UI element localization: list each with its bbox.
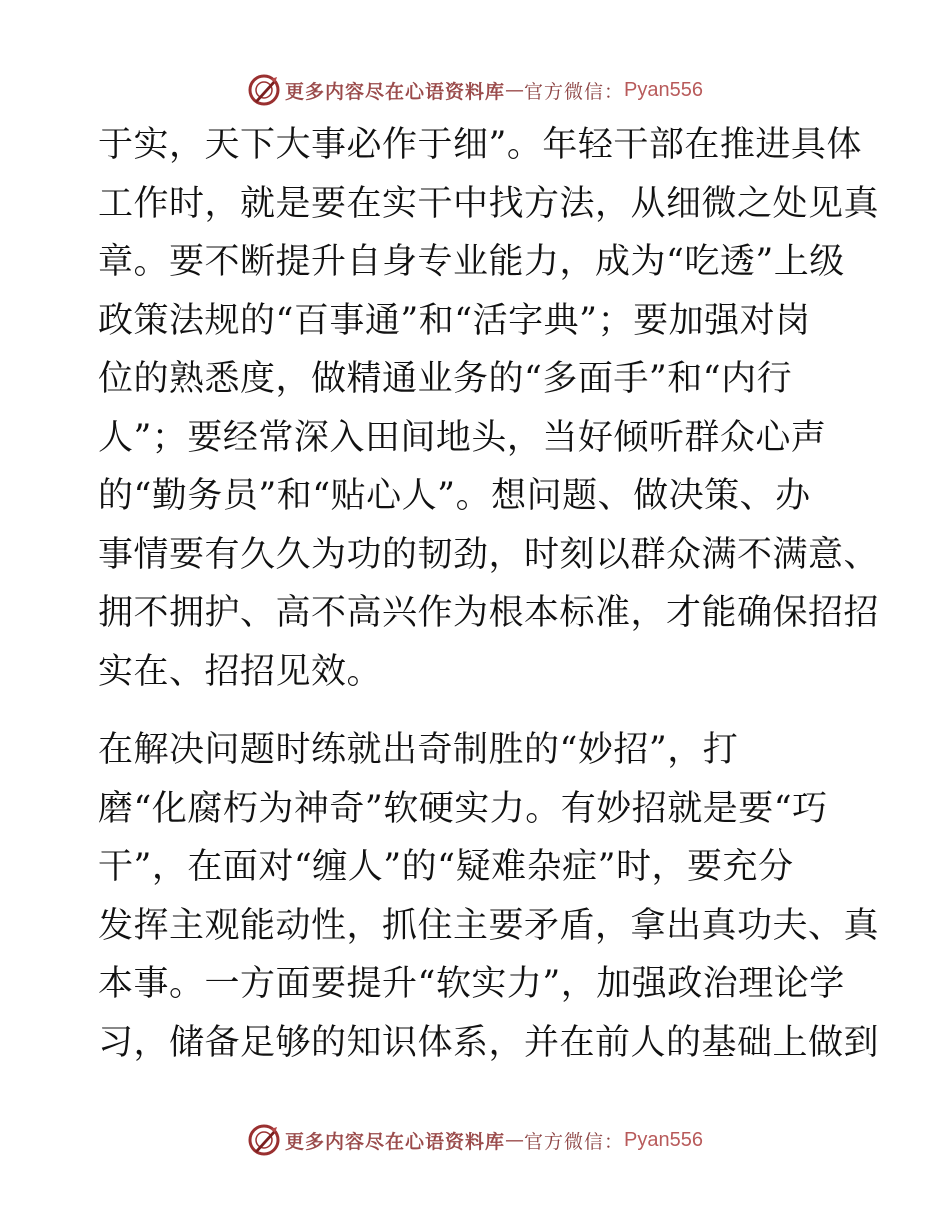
footer-banner [0, 1120, 950, 1160]
text-line: 干”，在面对“缠人”的“疑难杂症”时，要充分 [98, 847, 794, 887]
paragraph-gap [98, 701, 850, 721]
header-site-text: 更多内容尽在心语资料库 [285, 80, 506, 103]
text-line: 磨“化腐朽为神奇”软硬实力。有妙招就是要“巧 [98, 788, 828, 829]
paragraph-1 [98, 116, 880, 701]
text-line: 拥不拥护、高不高兴作为根本标准，才能确保招招 [98, 593, 880, 633]
document-body [98, 116, 880, 1072]
text-line: 于实，天下大事必作于细”。年轻干部在推进具体 [98, 125, 862, 165]
logo-icon [247, 1123, 281, 1157]
logo-icon [247, 73, 281, 107]
text-line: 人”；要经常深入田间地头，当好倾听群众心声 [98, 417, 827, 458]
text-line: 实在、招招见效。 [98, 651, 383, 692]
text-line: 习，储备足够的知识体系，并在前人的基础上做到 [98, 1022, 880, 1063]
header-wechat-label: 官方微信： [524, 80, 625, 103]
text-line: 章。要不断提升自身专业能力，成为“吃透”上级 [98, 242, 845, 282]
header-wechat-id: Pyan556 [624, 78, 703, 101]
text-line: 工作时，就是要在实干中找方法，从细微之处见真 [98, 183, 880, 224]
text-line: 的“勤务员”和“贴心人”。想问题、做决策、办 [98, 476, 811, 516]
paragraph-2 [98, 721, 880, 1072]
footer-wechat-id: Pyan556 [624, 1128, 703, 1151]
text-line: 事情要有久久为功的韧劲，时刻以群众满不满意、 [98, 534, 880, 575]
text-line: 位的熟悉度，做精通业务的“多面手”和“内行 [98, 359, 793, 399]
text-line: 政策法规的“百事通”和“活字典”；要加强对岗 [98, 300, 811, 341]
footer-site-text: 更多内容尽在心语资料库 [285, 1130, 506, 1153]
header-separator: — [505, 79, 525, 101]
text-line: 发挥主观能动性，抓住主要矛盾，拿出真功夫、真 [98, 905, 880, 946]
header-banner [0, 70, 950, 110]
text-line: 在解决问题时练就出奇制胜的“妙招”，打 [98, 730, 739, 770]
footer-wechat-label: 官方微信： [524, 1130, 625, 1153]
footer-separator: — [505, 1129, 525, 1151]
text-line: 本事。一方面要提升“软实力”，加强政治理论学 [98, 964, 845, 1004]
